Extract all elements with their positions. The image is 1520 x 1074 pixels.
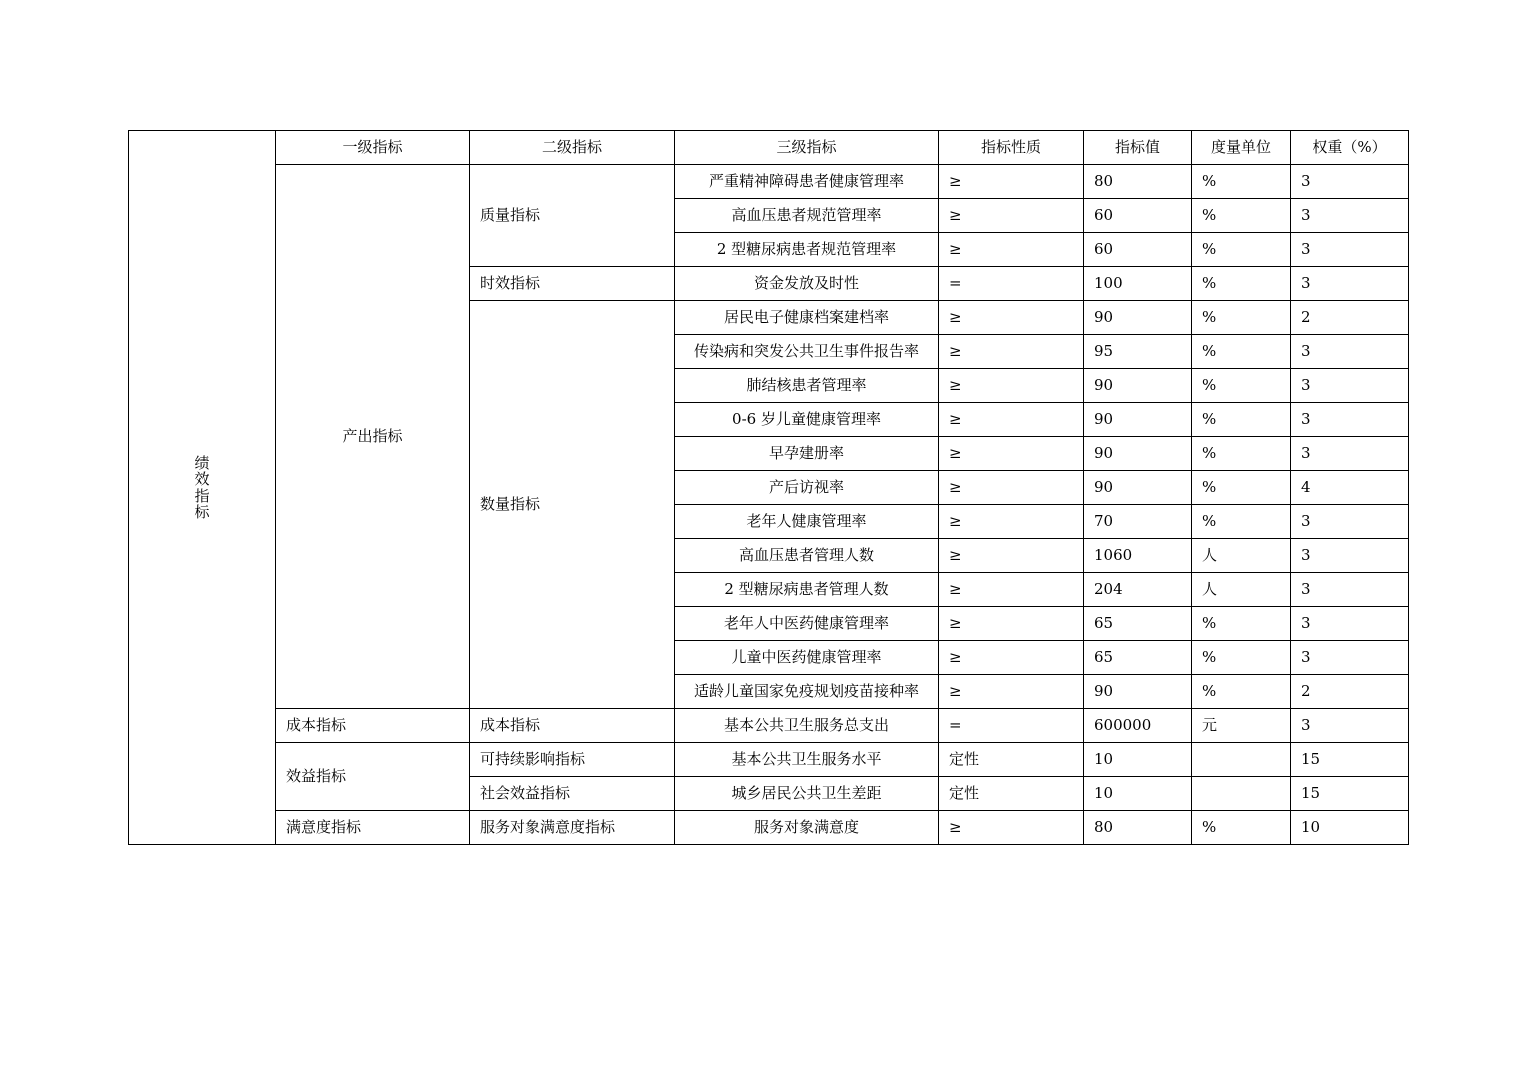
value-cell: 95: [1084, 335, 1192, 369]
weight-cell: 3: [1291, 641, 1409, 675]
level3-name: 2 型糖尿病患者规范管理率: [675, 233, 939, 267]
weight-cell: 3: [1291, 539, 1409, 573]
nature-cell: ≥: [939, 301, 1084, 335]
nature-cell: ≥: [939, 675, 1084, 709]
value-cell: 80: [1084, 811, 1192, 845]
nature-cell: 定性: [939, 777, 1084, 811]
weight-cell: 3: [1291, 573, 1409, 607]
level3-name: 传染病和突发公共卫生事件报告率: [675, 335, 939, 369]
unit-cell: %: [1192, 267, 1291, 301]
value-cell: 70: [1084, 505, 1192, 539]
unit-cell: 元: [1192, 709, 1291, 743]
level3-name: 2 型糖尿病患者管理人数: [675, 573, 939, 607]
level1-cost: 成本指标: [276, 709, 470, 743]
unit-cell: [1192, 743, 1291, 777]
weight-cell: 3: [1291, 505, 1409, 539]
nature-cell: ≥: [939, 335, 1084, 369]
weight-cell: 15: [1291, 743, 1409, 777]
nature-cell: ≥: [939, 573, 1084, 607]
nature-cell: ≥: [939, 811, 1084, 845]
value-cell: 10: [1084, 743, 1192, 777]
value-cell: 1060: [1084, 539, 1192, 573]
unit-cell: %: [1192, 165, 1291, 199]
nature-cell: =: [939, 709, 1084, 743]
level1-output: 产出指标: [276, 165, 470, 709]
weight-cell: 3: [1291, 709, 1409, 743]
weight-cell: 3: [1291, 437, 1409, 471]
weight-cell: 3: [1291, 369, 1409, 403]
level3-name: 城乡居民公共卫生差距: [675, 777, 939, 811]
weight-cell: 3: [1291, 335, 1409, 369]
value-cell: 90: [1084, 369, 1192, 403]
level3-name: 产后访视率: [675, 471, 939, 505]
side-label-char: 标: [194, 503, 210, 521]
weight-cell: 2: [1291, 675, 1409, 709]
level3-name: 基本公共卫生服务水平: [675, 743, 939, 777]
level3-name: 高血压患者规范管理率: [675, 199, 939, 233]
value-cell: 80: [1084, 165, 1192, 199]
nature-cell: =: [939, 267, 1084, 301]
side-label-char: 绩: [194, 453, 210, 472]
level3-name: 居民电子健康档案建档率: [675, 301, 939, 335]
level2-quality: 质量指标: [470, 165, 675, 267]
weight-cell: 3: [1291, 267, 1409, 301]
value-cell: 90: [1084, 437, 1192, 471]
unit-cell: %: [1192, 811, 1291, 845]
nature-cell: ≥: [939, 403, 1084, 437]
value-cell: 65: [1084, 607, 1192, 641]
value-cell: 60: [1084, 199, 1192, 233]
unit-cell: %: [1192, 301, 1291, 335]
level3-name: 早孕建册率: [675, 437, 939, 471]
side-label-char: 指: [194, 486, 210, 505]
unit-cell: %: [1192, 437, 1291, 471]
header-weight: 权重（%）: [1291, 131, 1409, 165]
value-cell: 600000: [1084, 709, 1192, 743]
level2-sustainable: 可持续影响指标: [470, 743, 675, 777]
value-cell: 60: [1084, 233, 1192, 267]
level2-cost: 成本指标: [470, 709, 675, 743]
weight-cell: 3: [1291, 403, 1409, 437]
level3-name: 服务对象满意度: [675, 811, 939, 845]
nature-cell: ≥: [939, 233, 1084, 267]
unit-cell: %: [1192, 641, 1291, 675]
nature-cell: ≥: [939, 641, 1084, 675]
weight-cell: 3: [1291, 199, 1409, 233]
nature-cell: ≥: [939, 437, 1084, 471]
value-cell: 90: [1084, 675, 1192, 709]
unit-cell: 人: [1192, 539, 1291, 573]
nature-cell: ≥: [939, 505, 1084, 539]
level3-name: 基本公共卫生服务总支出: [675, 709, 939, 743]
level2-timeliness: 时效指标: [470, 267, 675, 301]
unit-cell: %: [1192, 199, 1291, 233]
unit-cell: %: [1192, 335, 1291, 369]
weight-cell: 4: [1291, 471, 1409, 505]
unit-cell: [1192, 777, 1291, 811]
unit-cell: %: [1192, 675, 1291, 709]
nature-cell: ≥: [939, 539, 1084, 573]
unit-cell: 人: [1192, 573, 1291, 607]
unit-cell: %: [1192, 369, 1291, 403]
nature-cell: ≥: [939, 369, 1084, 403]
performance-indicator-table: [128, 130, 1409, 845]
level3-name: 儿童中医药健康管理率: [675, 641, 939, 675]
weight-cell: 3: [1291, 607, 1409, 641]
value-cell: 90: [1084, 403, 1192, 437]
level2-quantity: 数量指标: [470, 301, 675, 709]
nature-cell: ≥: [939, 165, 1084, 199]
header-level2: 二级指标: [470, 131, 675, 165]
level3-name: 老年人健康管理率: [675, 505, 939, 539]
value-cell: 65: [1084, 641, 1192, 675]
table-row: [129, 709, 1409, 743]
value-cell: 100: [1084, 267, 1192, 301]
level3-name: 高血压患者管理人数: [675, 539, 939, 573]
value-cell: 90: [1084, 471, 1192, 505]
unit-cell: %: [1192, 471, 1291, 505]
level3-name: 适龄儿童国家免疫规划疫苗接种率: [675, 675, 939, 709]
level3-name: 肺结核患者管理率: [675, 369, 939, 403]
level1-benefit: 效益指标: [276, 743, 470, 811]
weight-cell: 15: [1291, 777, 1409, 811]
table-row: [129, 165, 1409, 199]
weight-cell: 10: [1291, 811, 1409, 845]
nature-cell: 定性: [939, 743, 1084, 777]
unit-cell: %: [1192, 403, 1291, 437]
table-body: [129, 131, 1409, 845]
performance-indicator-label: [129, 131, 276, 845]
table-row: [129, 743, 1409, 777]
value-cell: 204: [1084, 573, 1192, 607]
header-nature: 指标性质: [939, 131, 1084, 165]
header-row: [129, 131, 1409, 165]
side-label-char: 效: [194, 470, 210, 488]
level1-satisfaction: 满意度指标: [276, 811, 470, 845]
unit-cell: %: [1192, 233, 1291, 267]
header-level3: 三级指标: [675, 131, 939, 165]
header-value: 指标值: [1084, 131, 1192, 165]
nature-cell: ≥: [939, 607, 1084, 641]
weight-cell: 3: [1291, 165, 1409, 199]
unit-cell: %: [1192, 505, 1291, 539]
value-cell: 10: [1084, 777, 1192, 811]
level3-name: 严重精神障碍患者健康管理率: [675, 165, 939, 199]
level2-satisfaction: 服务对象满意度指标: [470, 811, 675, 845]
nature-cell: ≥: [939, 471, 1084, 505]
weight-cell: 2: [1291, 301, 1409, 335]
level3-name: 资金发放及时性: [675, 267, 939, 301]
level3-name: 老年人中医药健康管理率: [675, 607, 939, 641]
header-unit: 度量单位: [1192, 131, 1291, 165]
level2-social: 社会效益指标: [470, 777, 675, 811]
value-cell: 90: [1084, 301, 1192, 335]
header-level1: 一级指标: [276, 131, 470, 165]
level3-name: 0-6 岁儿童健康管理率: [675, 403, 939, 437]
nature-cell: ≥: [939, 199, 1084, 233]
unit-cell: %: [1192, 607, 1291, 641]
weight-cell: 3: [1291, 233, 1409, 267]
table-row: [129, 811, 1409, 845]
